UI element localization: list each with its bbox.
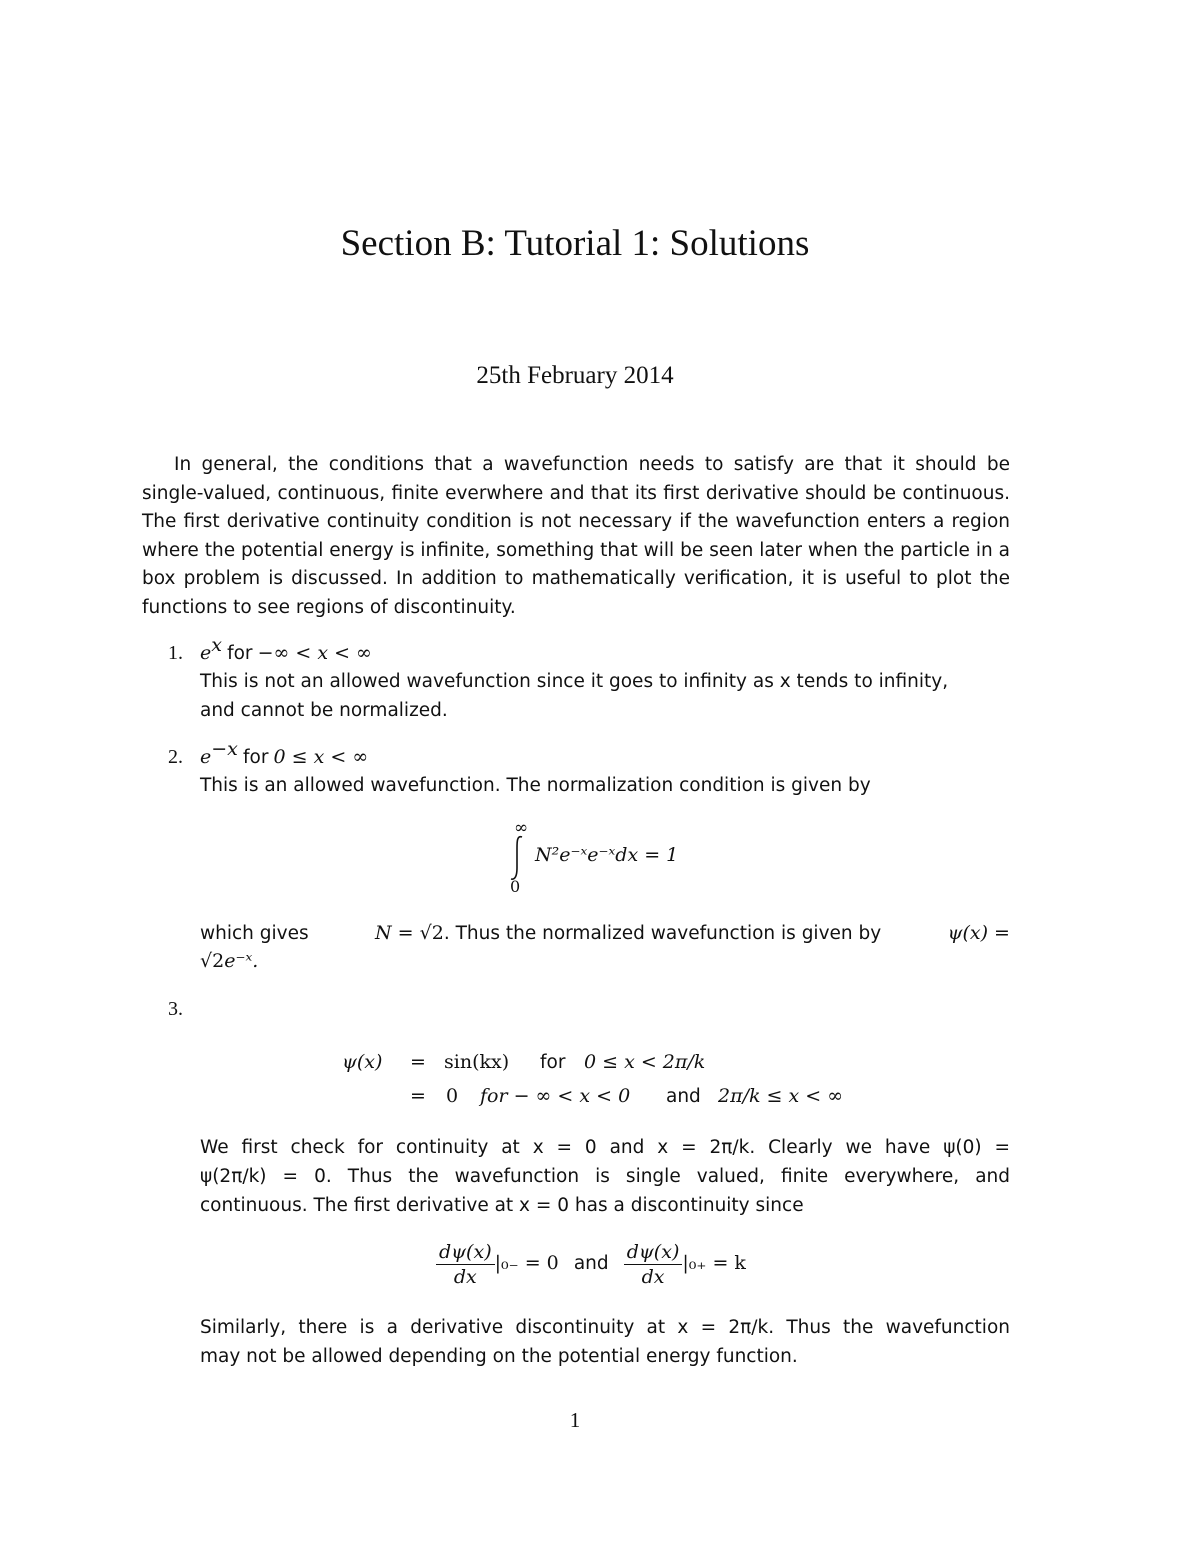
eq1-lhs: ψ(x) <box>342 1051 383 1073</box>
item-1-body-line-2: and cannot be normalized. <box>200 700 448 721</box>
deriv-right-eval: |₀₊ = k <box>682 1252 746 1274</box>
eq1-equals: = <box>410 1051 426 1073</box>
item-2-result-line-1 <box>200 922 1010 944</box>
item-1-for: for <box>227 643 253 664</box>
item-3-text-line-3: continuous. The first derivative at x = 0 has a discontinuity since <box>200 1195 804 1216</box>
deriv-left-fraction: $\frac{d\psi(x)}{dx}$ <box>436 1240 495 1289</box>
integral-expression: N²e⁻ˣe⁻ˣdx = 1 <box>535 844 679 866</box>
deriv-left-eval: |₀₋ = 0 <box>494 1252 559 1274</box>
item-2-result-line-2 <box>200 950 258 972</box>
item-1-body-line-1: This is not an allowed wavefunction since it goes to infinity as x tends to infinity, <box>200 671 949 692</box>
item-2-body-line-1: This is an allowed wavefunction. The normalization condition is given by <box>200 775 871 796</box>
deriv-and: and <box>573 1253 609 1274</box>
item-3-text-line-2: ψ(2π/k) = 0. Thus the wavefunction is single valued, finite everywhere, and <box>200 1166 1010 1187</box>
item-1-number: 1. <box>168 642 183 664</box>
item-1-heading <box>200 634 372 664</box>
document-date: 25th February 2014 <box>476 362 674 389</box>
item-3-text-line-1: We first check for continuity at x = 0 and x = 2π/k. Clearly we have ψ(0) = <box>200 1137 1010 1158</box>
item-2-func: e <box>200 746 212 768</box>
item-2-exp: −x <box>211 738 238 760</box>
item-1-func: e <box>200 642 212 664</box>
eq2-range: 2π/k ≤ x < ∞ <box>718 1085 844 1107</box>
item-3-text-line-5: may not be allowed depending on the potential energy function. <box>200 1346 798 1367</box>
document-title: Section B: Tutorial 1: Solutions <box>340 223 810 264</box>
result-2-sqrt-value: 2 <box>212 950 225 972</box>
derivative-equation <box>436 1240 746 1289</box>
eq2-and: and <box>666 1086 701 1107</box>
result-sqrt-value: 2 <box>431 922 444 944</box>
eq1-range: 0 ≤ x < 2π/k <box>584 1051 706 1073</box>
item-1-range: −∞ < x < ∞ <box>257 642 372 664</box>
integral-upper-limit: ∞ <box>514 818 529 838</box>
item-3-number: 3. <box>168 998 183 1020</box>
result-thus-text: . Thus the normalized wavefunction is given by <box>443 923 882 944</box>
eq2-rhs: 0 <box>446 1085 459 1107</box>
page-number: 1 <box>569 1408 581 1432</box>
integral-sign-icon <box>506 834 528 882</box>
eq1-for: for <box>540 1052 566 1073</box>
item-2-heading <box>200 738 369 768</box>
eq2-equals: = <box>410 1085 426 1107</box>
result-psi-equals: ψ(x) = <box>947 922 1010 944</box>
result-2-exp: e⁻ˣ. <box>224 950 259 972</box>
integral-lower-limit: 0 <box>510 877 521 896</box>
item-2-for: for <box>242 747 269 768</box>
sqrt-symbol-icon: √ <box>419 922 432 944</box>
intro-text: In general, the conditions that a wavefunction needs to satisfy are that it should be single-valued, continuous, finite everwhere and that its first derivative should be continuous. The first derivative continuity condition is not necessary if the wavefunction enters a region where the potential energy is infinite, something that will be seen later when the particle in a box problem is discussed. In addition to mathematically verification, it is useful to plot the functions to see regions of discontinuity. <box>142 454 1010 618</box>
item-2-range: 0 ≤ x < ∞ <box>273 746 369 768</box>
item-2-number: 2. <box>168 746 183 768</box>
result-n-equals: N = <box>375 922 420 944</box>
eq2-condition: for − ∞ < x < 0 <box>480 1085 631 1107</box>
item-1-exp: x <box>211 634 222 656</box>
intro-paragraph <box>142 451 1010 623</box>
result-which-gives: which gives <box>200 923 309 944</box>
eq1-rhs: sin(kx) <box>444 1051 510 1073</box>
deriv-right-fraction: $\frac{d\psi(x)}{dx}$ <box>624 1240 683 1289</box>
item-3-text-line-4: Similarly, there is a derivative discontinuity at x = 2π/k. Thus the wavefunction <box>200 1317 1010 1338</box>
sqrt-symbol-icon-2: √ <box>200 950 213 972</box>
